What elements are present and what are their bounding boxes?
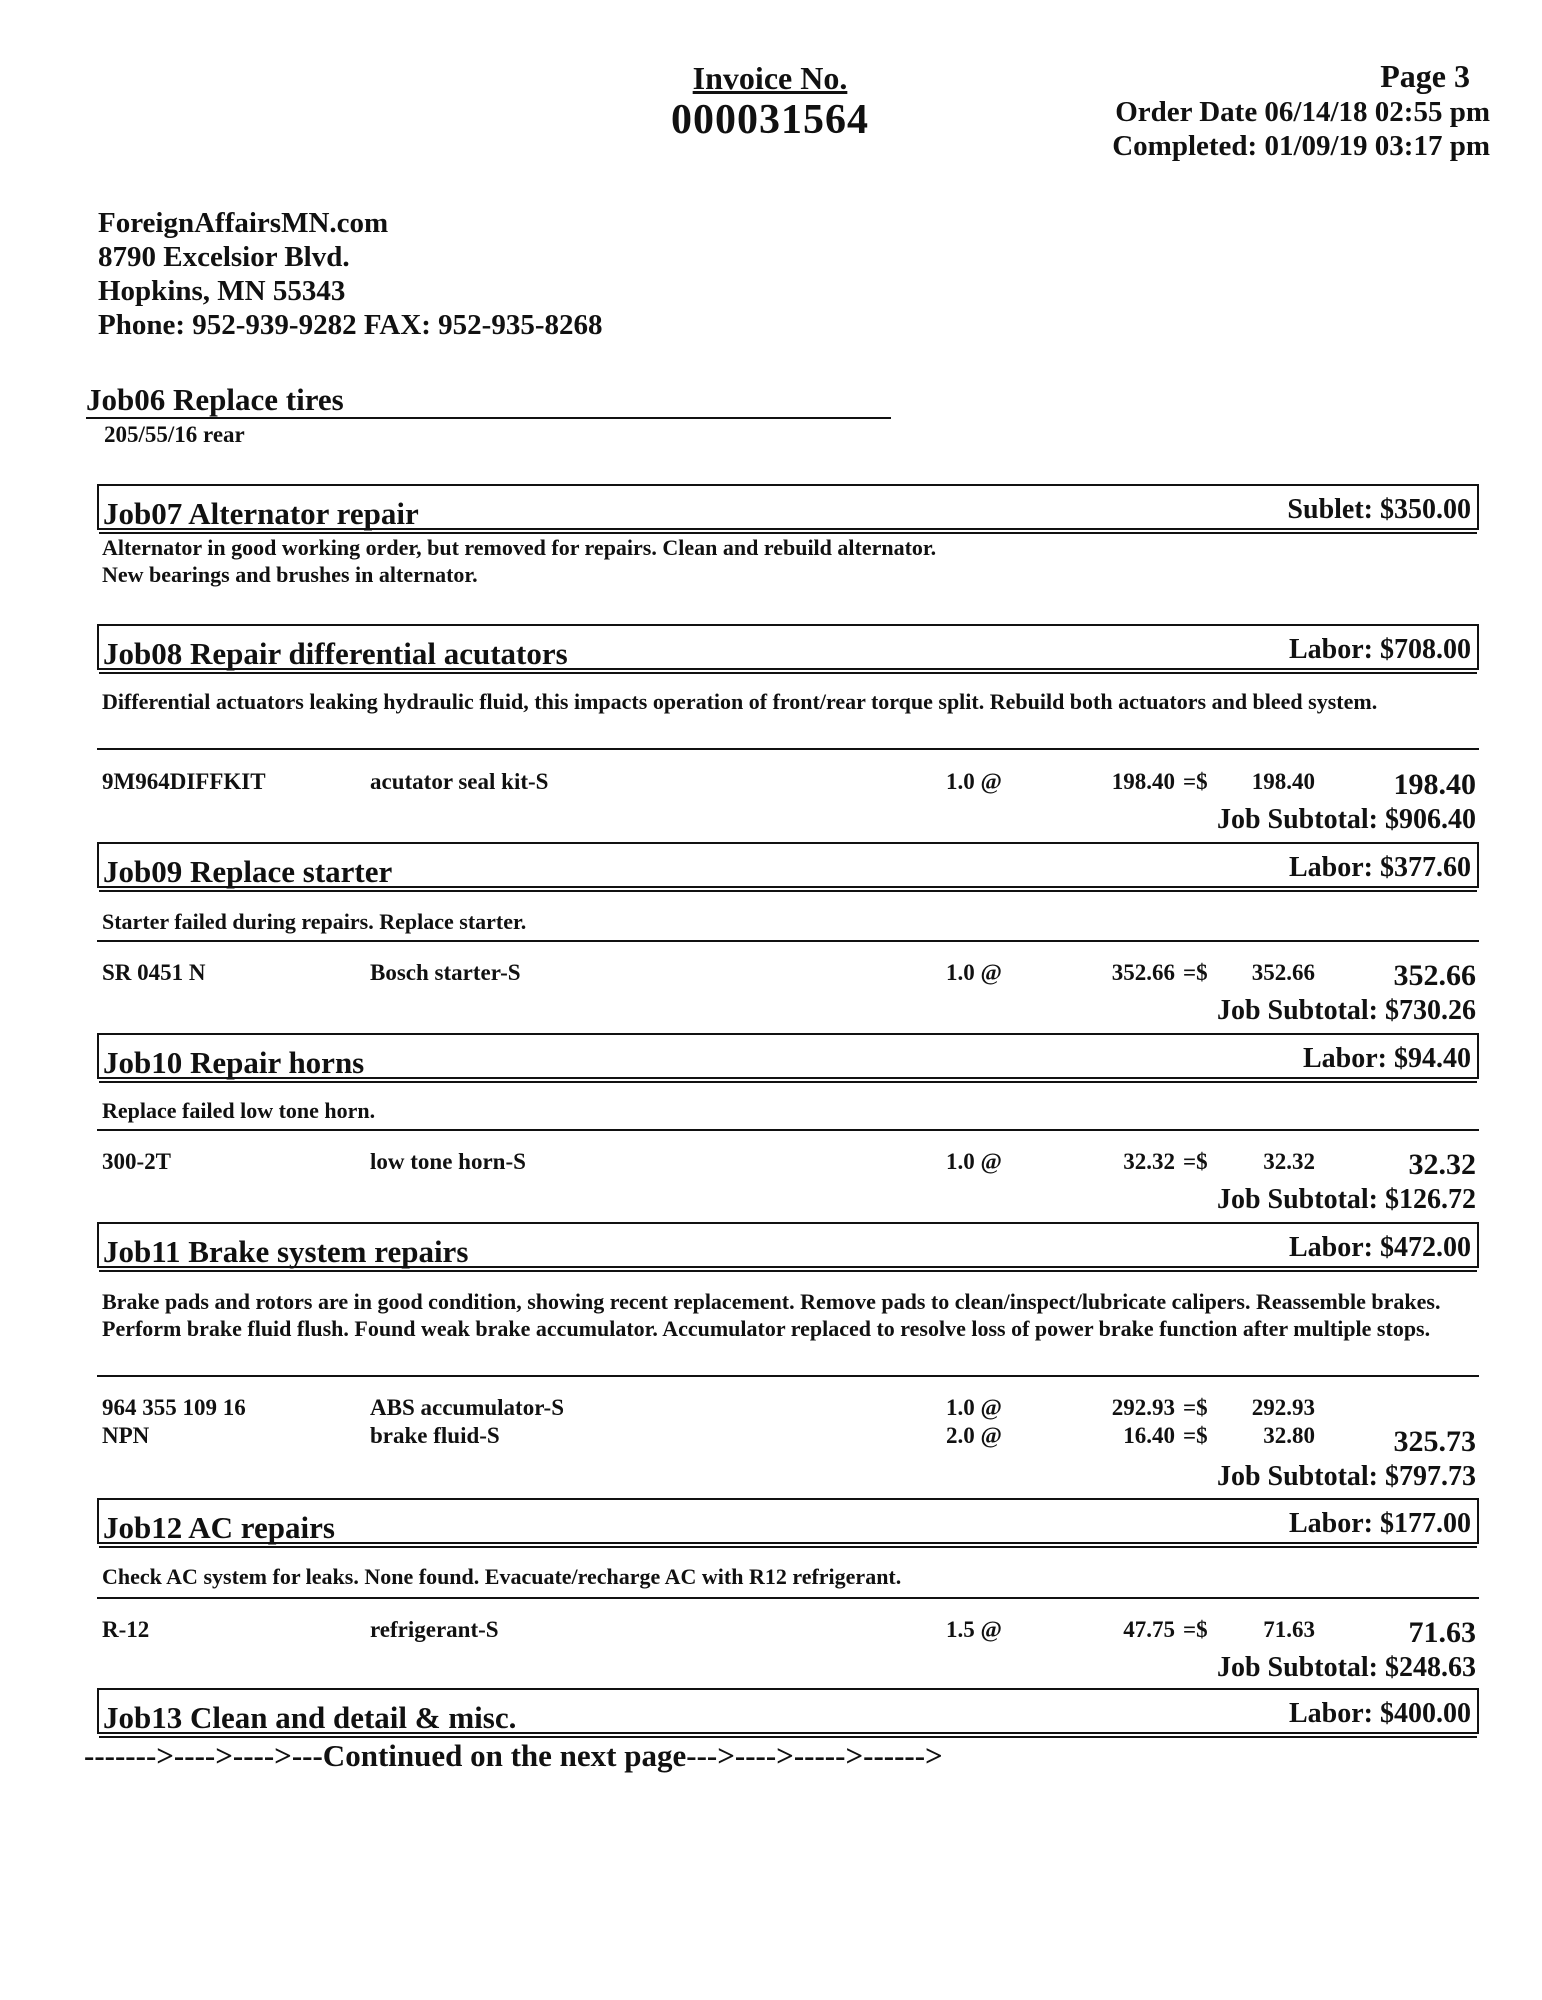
part-unit-price: 16.40: [1123, 1423, 1175, 1448]
part-number: SR 0451 N: [102, 960, 206, 985]
job08-charge: Labor: $708.00: [1289, 634, 1471, 665]
order-date: Order Date 06/14/18 02:55 pm: [1115, 96, 1490, 128]
part-description: refrigerant-S: [370, 1617, 499, 1642]
part-unit-price: 352.66: [1111, 960, 1175, 985]
part-number: 9M964DIFFKIT: [102, 769, 266, 794]
part-number: 964 355 109 16: [102, 1395, 246, 1420]
invoice-number: 000031564: [671, 97, 869, 143]
job12-parts-total: 71.63: [1408, 1616, 1476, 1649]
part-number: R-12: [102, 1617, 150, 1642]
job10-header: [97, 1033, 1479, 1079]
job07-desc-line2: New bearings and brushes in alternator.: [102, 562, 478, 587]
job07-desc-line1: Alternator in good working order, but removed for repairs. Clean and rebuild alternator.: [102, 535, 937, 560]
part-description: Bosch starter-S: [370, 960, 521, 985]
job09-charge: Labor: $377.60: [1289, 852, 1471, 883]
job10-title: Job10 Repair horns: [103, 1045, 365, 1080]
shop-name: ForeignAffairsMN.com: [98, 207, 389, 239]
job08-parts-total: 198.40: [1393, 768, 1476, 801]
part-equals: =$: [1183, 1617, 1208, 1642]
job13-title: Job13 Clean and detail & misc.: [103, 1700, 517, 1735]
job08-description: Differential actuators leaking hydraulic fluid, this impacts operation of front/rear torque split. Rebuild both actuators and bleed system.: [102, 689, 1378, 714]
job10-description: Replace failed low tone horn.: [102, 1098, 376, 1123]
part-quantity: 1.0 @: [946, 1395, 1002, 1420]
part-line-total: 32.32: [1263, 1149, 1315, 1174]
job08-header: [97, 624, 1479, 670]
part-line-total: 292.93: [1251, 1395, 1315, 1420]
part-description: brake fluid-S: [370, 1423, 500, 1448]
part-unit-price: 47.75: [1123, 1617, 1175, 1642]
job11-charge: Labor: $472.00: [1289, 1232, 1471, 1263]
part-quantity: 1.5 @: [946, 1617, 1002, 1642]
part-equals: =$: [1183, 960, 1208, 985]
job09-underline: [99, 890, 1477, 892]
job10-subtotal: Job Subtotal: $126.72: [1216, 1184, 1476, 1215]
job08-title: Job08 Repair differential acutators: [103, 636, 568, 671]
part-number: 300-2T: [102, 1149, 171, 1174]
job12-underline: [99, 1546, 1477, 1548]
shop-street: 8790 Excelsior Blvd.: [98, 241, 350, 273]
part-equals: =$: [1183, 1423, 1208, 1448]
job09-divider: [97, 940, 1479, 942]
job12-divider: [97, 1597, 1479, 1599]
job12-title: Job12 AC repairs: [103, 1510, 335, 1545]
job09-title: Job09 Replace starter: [103, 854, 393, 889]
shop-address: [98, 206, 602, 342]
part-unit-price: 292.93: [1111, 1395, 1175, 1420]
job12-charge: Labor: $177.00: [1289, 1508, 1471, 1539]
job12-description: Check AC system for leaks. None found. Evacuate/recharge AC with R12 refrigerant.: [102, 1564, 902, 1589]
job06-title: Job06 Replace tires: [86, 382, 344, 417]
job08-divider: [97, 748, 1479, 750]
job11-underline: [99, 1270, 1477, 1272]
job09-parts-total: 352.66: [1393, 959, 1476, 992]
job11-title: Job11 Brake system repairs: [103, 1234, 469, 1269]
part-equals: =$: [1183, 1395, 1208, 1420]
job09-header: [97, 842, 1479, 888]
job09-subtotal: Job Subtotal: $730.26: [1216, 995, 1476, 1026]
job08-underline: [99, 672, 1477, 674]
part-quantity: 1.0 @: [946, 769, 1002, 794]
part-line-total: 198.40: [1251, 769, 1315, 794]
invoice-label: Invoice No.: [692, 60, 848, 96]
job07-description: [102, 534, 1492, 588]
job13-header: [97, 1688, 1479, 1734]
part-line-total: 352.66: [1251, 960, 1315, 985]
job08-subtotal: Job Subtotal: $906.40: [1216, 804, 1476, 835]
job06-underline: [86, 417, 891, 419]
part-unit-price: 198.40: [1111, 769, 1175, 794]
continued-notice: ------->---->---->---Continued on the next page--->---->----->------>: [84, 1738, 943, 1773]
job10-charge: Labor: $94.40: [1303, 1043, 1471, 1074]
job10-divider: [97, 1129, 1479, 1131]
job07-charge: Sublet: $350.00: [1287, 494, 1471, 525]
job07-header: [97, 484, 1479, 530]
job07-title: Job07 Alternator repair: [103, 496, 419, 531]
job10-parts-total: 32.32: [1408, 1148, 1476, 1181]
part-quantity: 1.0 @: [946, 960, 1002, 985]
job06-note: 205/55/16 rear: [104, 422, 245, 447]
job13-charge: Labor: $400.00: [1289, 1698, 1471, 1729]
part-line-total: 71.63: [1263, 1617, 1315, 1642]
part-unit-price: 32.32: [1123, 1149, 1175, 1174]
job11-header: [97, 1222, 1479, 1268]
job10-underline: [99, 1081, 1477, 1083]
job11-parts-total: 325.73: [1393, 1425, 1476, 1458]
part-quantity: 2.0 @: [946, 1423, 1002, 1448]
part-description: low tone horn-S: [370, 1149, 526, 1174]
part-equals: =$: [1183, 769, 1208, 794]
part-quantity: 1.0 @: [946, 1149, 1002, 1174]
page-number: Page 3: [1380, 58, 1470, 94]
part-number: NPN: [102, 1423, 150, 1448]
shop-city: Hopkins, MN 55343: [98, 275, 346, 307]
part-line-total: 32.80: [1263, 1423, 1315, 1448]
job12-subtotal: Job Subtotal: $248.63: [1216, 1652, 1476, 1683]
part-equals: =$: [1183, 1149, 1208, 1174]
job12-header: [97, 1498, 1479, 1544]
job11-subtotal: Job Subtotal: $797.73: [1216, 1461, 1476, 1492]
shop-phone: Phone: 952-939-9282 FAX: 952-935-8268: [98, 309, 603, 341]
part-description: ABS accumulator-S: [370, 1395, 565, 1420]
job09-description: Starter failed during repairs. Replace starter.: [102, 909, 527, 934]
job11-divider: [97, 1375, 1479, 1377]
completed-date: Completed: 01/09/19 03:17 pm: [1112, 130, 1490, 162]
job11-description: Brake pads and rotors are in good condition, showing recent replacement. Remove pads to clean/inspect/lubricate calipers. Reassemble brakes. Perform brake fluid flush. Found weak brake accumulator. Accumulator replaced to resolve loss of power brake function after multiple stops.: [102, 1289, 1441, 1341]
part-description: acutator seal kit-S: [370, 769, 549, 794]
